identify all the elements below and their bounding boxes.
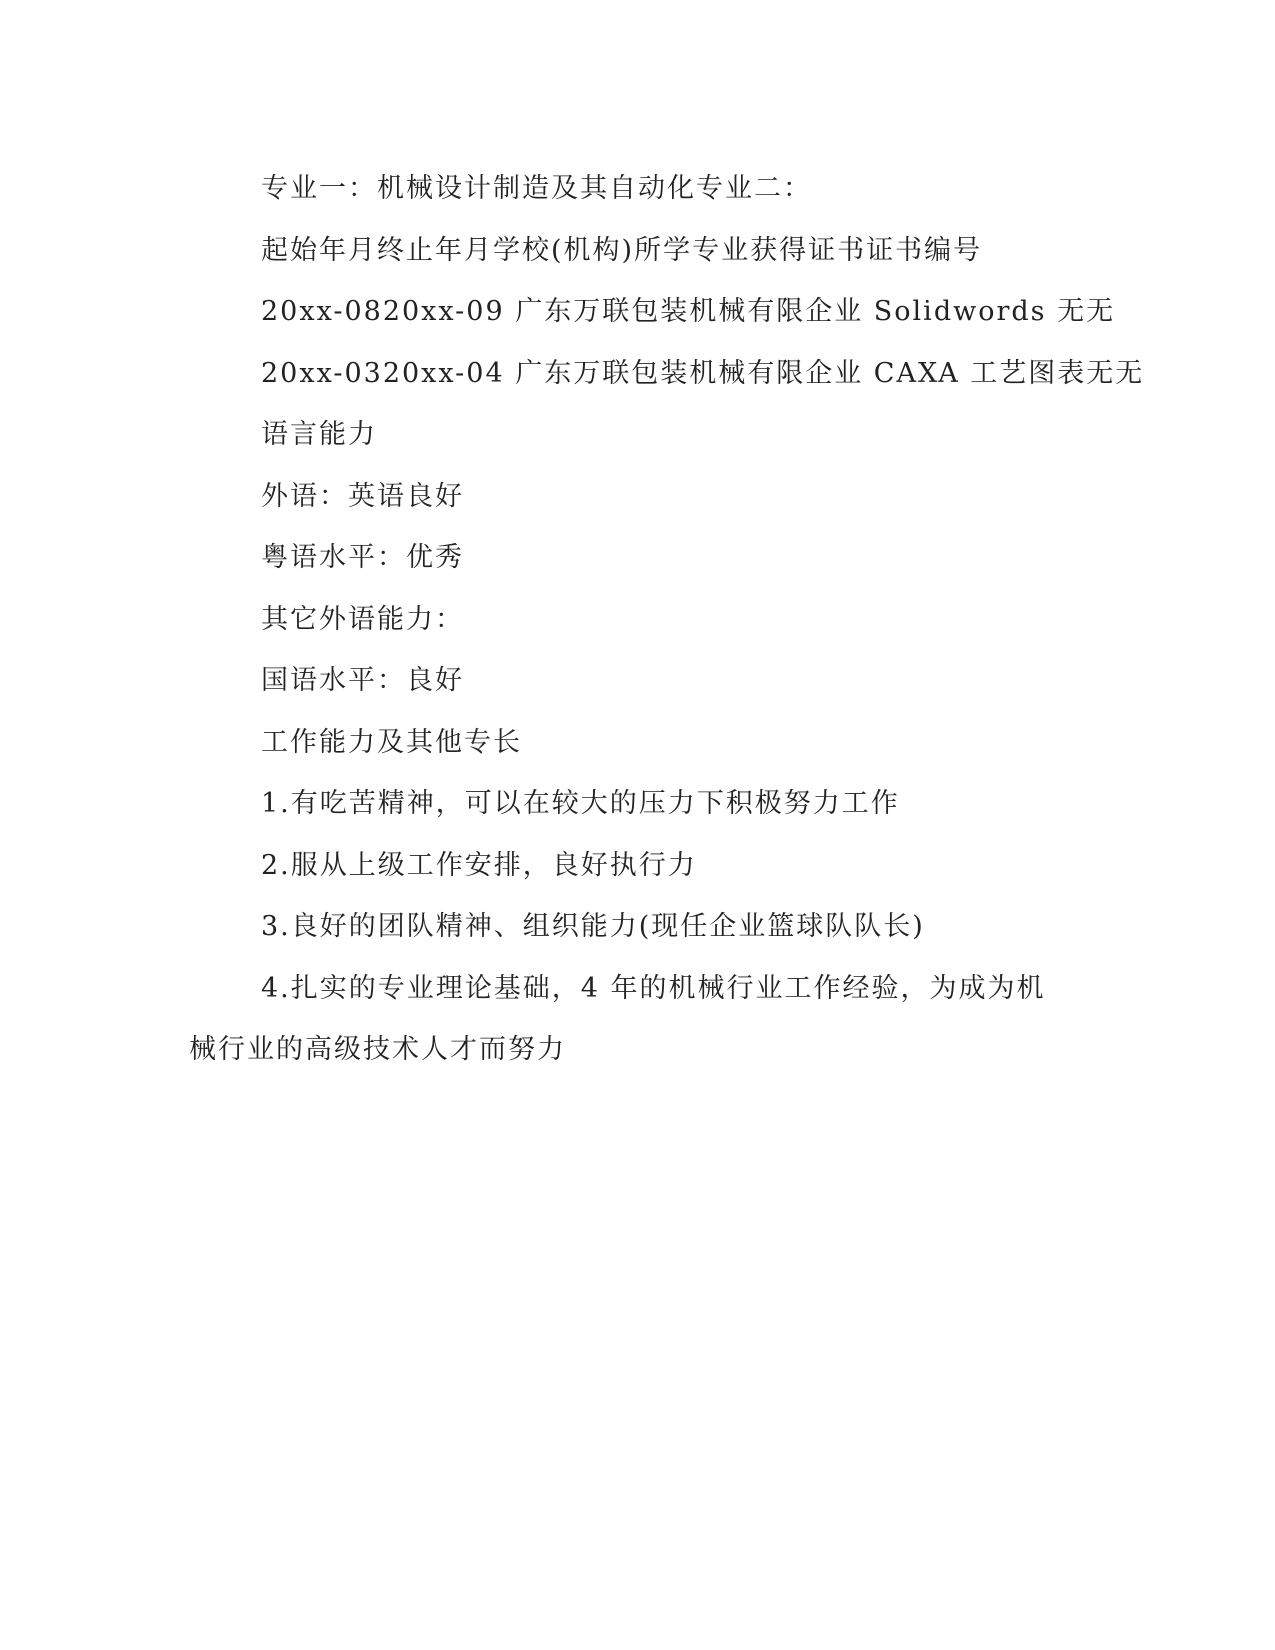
skill-item-4: 4.扎实的专业理论基础，4 年的机械行业工作经验，为成为机械行业的高级技术人才而努力 bbox=[189, 972, 1046, 1065]
document-body bbox=[189, 158, 1145, 1081]
mandarin-line: 国语水平：良好 bbox=[261, 665, 464, 696]
cantonese-line: 粤语水平：优秀 bbox=[261, 542, 464, 573]
training-row-2: 20xx-0320xx-04 广东万联包装机械有限企业 CAXA 工艺图表无无 bbox=[261, 357, 1145, 389]
skill-item-2: 2.服从上级工作安排，良好执行力 bbox=[261, 849, 697, 881]
education-header-line: 起始年月终止年月学校(机构)所学专业获得证书证书编号 bbox=[261, 234, 983, 266]
skill-item-3: 3.良好的团队精神、组织能力(现任企业篮球队队长) bbox=[261, 911, 925, 942]
training-row-1: 20xx-0820xx-09 广东万联包装机械有限企业 Solidwords 无无 bbox=[261, 296, 1116, 327]
skill-item-1: 1.有吃苦精神，可以在较大的压力下积极努力工作 bbox=[261, 788, 900, 819]
other-language-line: 其它外语能力： bbox=[261, 603, 464, 635]
language-section-heading: 语言能力 bbox=[261, 419, 377, 450]
skills-section-heading: 工作能力及其他专长 bbox=[261, 726, 522, 758]
foreign-language-line: 外语：英语良好 bbox=[261, 480, 464, 512]
major-line: 专业一：机械设计制造及其自动化专业二： bbox=[261, 173, 812, 204]
